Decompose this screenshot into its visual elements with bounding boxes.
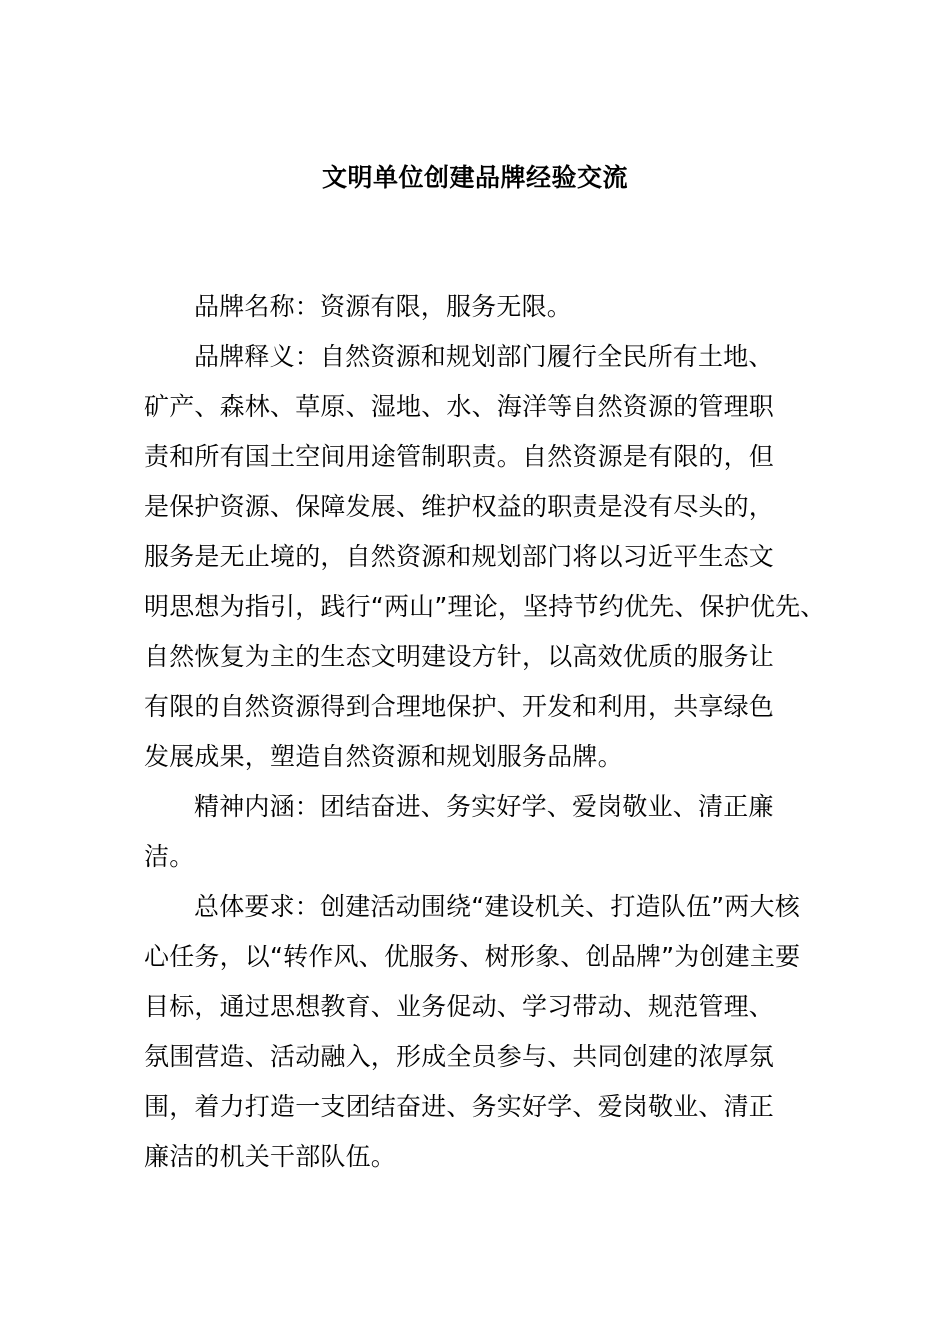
paragraph-line: 是保护资源、保障发展、维护权益的职责是没有尽头的， [144,492,775,521]
paragraph-line: 责和所有国土空间用途管制职责。自然资源是有限的，但 [144,442,775,471]
paragraph-line: 矿产、森林、草原、湿地、水、海洋等自然资源的管理职 [144,392,775,421]
paragraph-line: 心任务，以“转作风、优服务、树形象、创品牌”为创建主要 [144,942,801,971]
paragraph-line: 品牌名称：资源有限，服务无限。 [194,292,573,321]
paragraph-line: 自然恢复为主的生态文明建设方针，以高效优质的服务让 [144,642,775,671]
document-title: 文明单位创建品牌经验交流 [321,163,628,192]
paragraph-line: 发展成果，塑造自然资源和规划服务品牌。 [144,742,623,771]
paragraph-line: 氛围营造、活动融入，形成全员参与、共同创建的浓厚氛 [144,1042,775,1071]
paragraph-line: 洁。 [144,842,195,871]
paragraph-line: 服务是无止境的，自然资源和规划部门将以习近平生态文 [144,542,775,571]
document-body [144,282,824,1182]
paragraph-line: 廉洁的机关干部队伍。 [144,1142,397,1171]
paragraph-line: 品牌释义：自然资源和规划部门履行全民所有土地、 [194,342,774,371]
paragraph-line: 明思想为指引，践行“两山”理论，坚持节约优先、保护优先、 [144,592,826,621]
paragraph-line: 总体要求：创建活动围绕“建设机关、打造队伍”两大核 [194,892,800,921]
paragraph-brand-meaning [144,332,824,782]
paragraph-line: 目标，通过思想教育、业务促动、学习带动、规范管理、 [144,992,775,1021]
paragraph-line: 围，着力打造一支团结奋进、务实好学、爱岗敬业、清正 [144,1092,775,1121]
paragraph-overall-requirements [144,882,824,1182]
paragraph-line: 有限的自然资源得到合理地保护、开发和利用，共享绿色 [144,692,775,721]
paragraph-line: 精神内涵：团结奋进、务实好学、爱岗敬业、清正廉 [194,792,774,821]
paragraph-spirit [144,782,824,882]
paragraph-brand-name [144,282,824,332]
